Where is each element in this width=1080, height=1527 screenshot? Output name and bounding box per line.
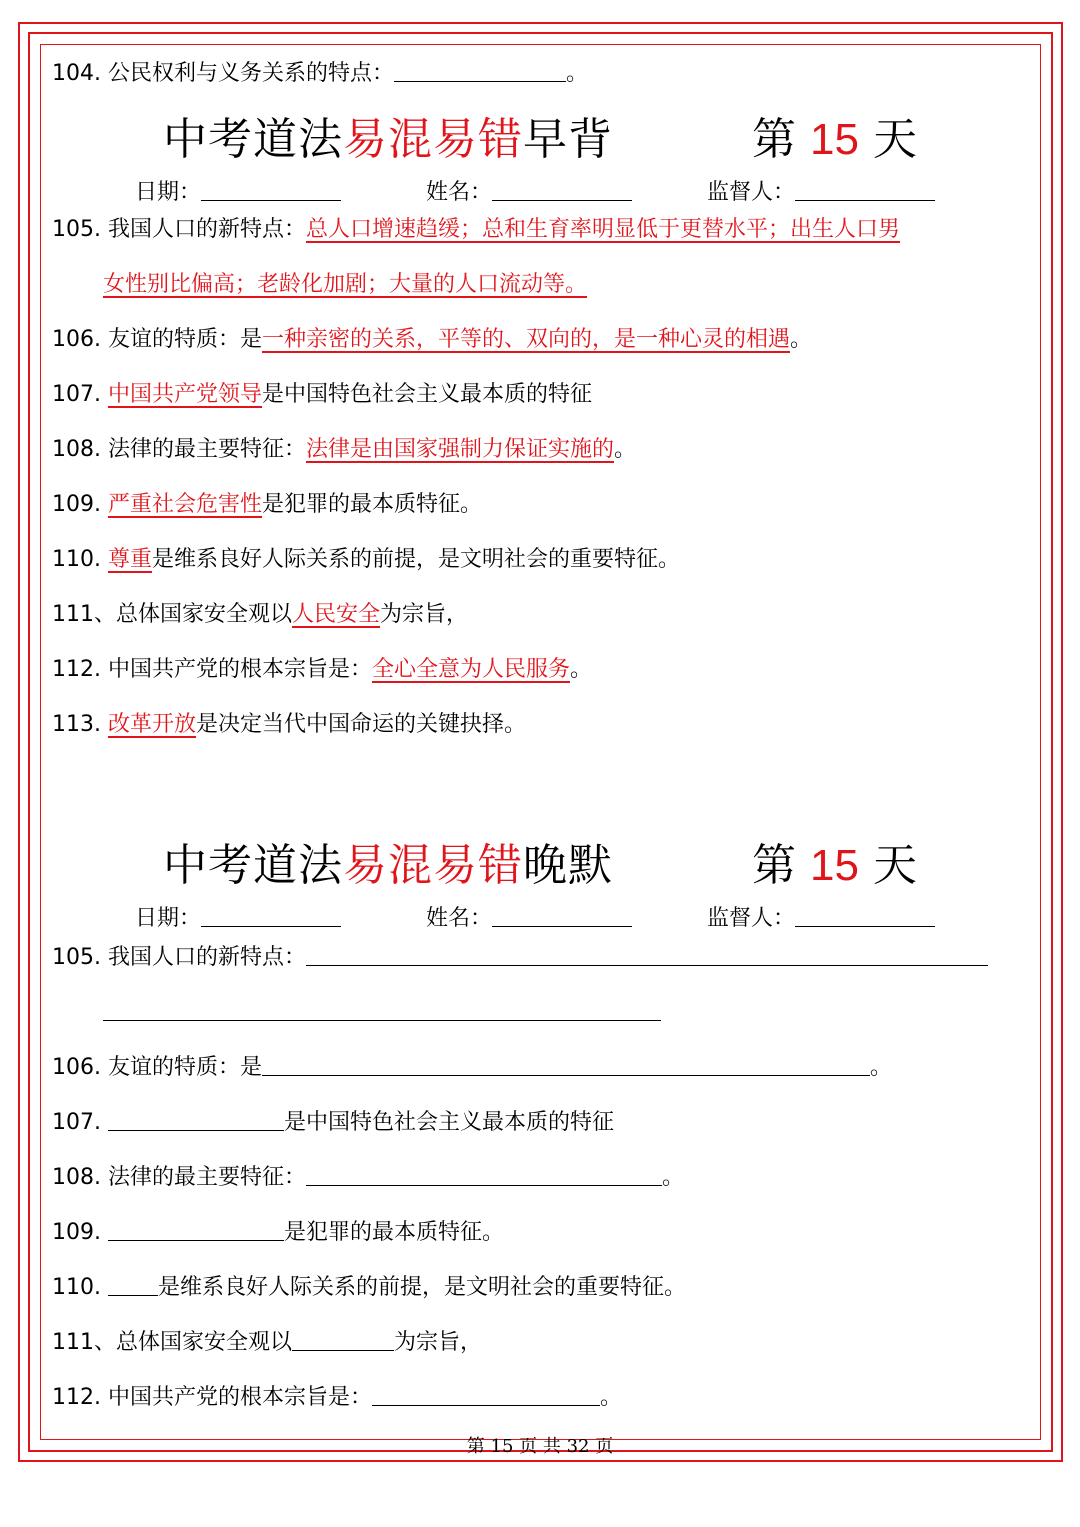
supervisor-blank[interactable] [795, 904, 935, 927]
morning-item-108: 108. 法律的最主要特征：法律是由国家强制力保证实施的。 [52, 437, 637, 462]
answer-blank[interactable] [372, 1381, 600, 1406]
name-blank[interactable] [492, 904, 632, 927]
date-blank[interactable] [201, 178, 341, 201]
item-number: 109. [52, 1220, 101, 1245]
morning-item-112: 112. 中国共产党的根本宗旨是：全心全意为人民服务。 [52, 657, 593, 682]
evening-item-111: 111、总体国家安全观以 为宗旨， [52, 1326, 482, 1358]
answer-blank[interactable] [108, 1106, 284, 1131]
day-number: 15 [810, 841, 859, 890]
date-blank[interactable] [201, 904, 341, 927]
item-number: 112. [52, 657, 101, 682]
answer-text: 改革开放 [107, 712, 196, 737]
answer-blank[interactable] [306, 1161, 662, 1186]
morning-item-109 [52, 490, 482, 520]
day-number: 15 [810, 115, 859, 164]
item-number: 111、 [52, 1330, 116, 1355]
answer-text: 中国共产党领导 [107, 382, 262, 407]
morning-item-113 [52, 710, 526, 740]
answer-text: 一种亲密的关系，平等的、双向的，是一种心灵的相遇 [262, 327, 791, 352]
morning-item-110 [52, 545, 680, 575]
page-footer: 第 15 页 共 32 页 [466, 1436, 614, 1457]
item-prompt: 公民权利与义务关系的特点： [107, 61, 394, 86]
answer-text: 总人口增速趋缓；总和生育率明显低于更替水平；出生人口男 [306, 217, 901, 242]
evening-item-110 [52, 1271, 686, 1303]
morning-title: 中考道法易混易错早背 [163, 114, 613, 165]
item-prompt: 中国共产党的根本宗旨是： [107, 657, 372, 682]
item-number: 106. [52, 1055, 101, 1080]
item-number: 112. [52, 1385, 101, 1410]
item-prompt: 是犯罪的最本质特征。 [262, 492, 483, 517]
item-number: 110. [52, 547, 101, 572]
evening-title: 中考道法易混易错晚默 [163, 840, 613, 891]
item-number: 106. [52, 327, 101, 352]
morning-day-label: 第 15 天 [752, 114, 917, 165]
item-prompt: 是中国特色社会主义最本质的特征 [262, 382, 593, 407]
item-number: 107. [52, 1110, 101, 1135]
item-number: 110. [52, 1275, 101, 1300]
evening-date-field: 日期： [135, 904, 341, 934]
item-number: 105. [52, 217, 101, 242]
item-number: 113. [52, 712, 101, 737]
evening-item-109 [52, 1216, 504, 1248]
item-104: 104. 公民权利与义务关系的特点： 。 [52, 57, 588, 89]
morning-item-106: 106. 友谊的特质：是一种亲密的关系，平等的、双向的，是一种心灵的相遇。 [52, 327, 813, 352]
evening-item-105 [52, 941, 988, 973]
supervisor-blank[interactable] [795, 178, 935, 201]
answer-text: 全心全意为人民服务 [372, 657, 571, 682]
item-prompt: 中国共产党的根本宗旨是： [107, 1385, 372, 1410]
item-number: 109. [52, 492, 101, 517]
item-number: 111、 [52, 602, 116, 627]
evening-name-field: 姓名： [426, 904, 632, 934]
evening-item-107 [52, 1106, 614, 1138]
evening-supervisor-field: 监督人： [707, 904, 935, 934]
name-blank[interactable] [492, 178, 632, 201]
item-number: 108. [52, 1165, 101, 1190]
item-prompt: 是维系良好人际关系的前提，是文明社会的重要特征。 [152, 547, 681, 572]
item-prompt: 我国人口的新特点： [107, 217, 306, 242]
item-number: 105. [52, 945, 101, 970]
item-prompt: 是决定当代中国命运的关键抉择。 [196, 712, 527, 737]
answer-text: 女性别比偏高；老龄化加剧；大量的人口流动等。 [103, 272, 588, 297]
answer-blank[interactable] [262, 1051, 870, 1076]
evening-item-108: 108. 法律的最主要特征： 。 [52, 1161, 684, 1193]
answer-blank[interactable] [292, 1326, 394, 1351]
answer-blank[interactable] [103, 996, 661, 1021]
answer-blank[interactable] [108, 1271, 158, 1296]
item-number: 104. [52, 61, 101, 86]
title-highlight: 易混易错 [343, 114, 523, 165]
evening-item-112: 112. 中国共产党的根本宗旨是： 。 [52, 1381, 622, 1413]
answer-blank[interactable] [306, 941, 988, 966]
answer-text: 人民安全 [292, 602, 381, 627]
answer-text: 法律是由国家强制力保证实施的 [306, 437, 615, 462]
item-prompt: 是维系良好人际关系的前提，是文明社会的重要特征。 [157, 1275, 686, 1300]
answer-blank[interactable] [394, 57, 566, 82]
item-prompt: 友谊的特质：是 [107, 1055, 262, 1080]
item-prompt: 我国人口的新特点： [107, 945, 306, 970]
item-prompt: 法律的最主要特征： [107, 437, 306, 462]
item-number: 107. [52, 382, 101, 407]
item-prompt: 法律的最主要特征： [107, 1165, 306, 1190]
evening-item-106: 106. 友谊的特质：是 。 [52, 1051, 892, 1083]
morning-item-107 [52, 380, 592, 410]
item-prompt: 是犯罪的最本质特征。 [283, 1220, 504, 1245]
morning-item-105-cont [103, 270, 587, 300]
item-number: 108. [52, 437, 101, 462]
evening-item-105-cont [103, 996, 661, 1028]
item-prompt: 总体国家安全观以 [116, 602, 293, 627]
evening-day-label: 第 15 天 [752, 840, 917, 891]
answer-blank[interactable] [108, 1216, 284, 1241]
morning-supervisor-field: 监督人： [707, 178, 935, 208]
item-prompt: 友谊的特质：是 [107, 327, 262, 352]
morning-name-field: 姓名： [426, 178, 632, 208]
morning-date-field: 日期： [135, 178, 341, 208]
answer-text: 严重社会危害性 [107, 492, 262, 517]
item-prompt: 是中国特色社会主义最本质的特征 [283, 1110, 614, 1135]
morning-item-111: 111、总体国家安全观以人民安全为宗旨， [52, 602, 469, 627]
title-highlight: 易混易错 [343, 840, 523, 891]
answer-text: 尊重 [107, 547, 152, 572]
item-prompt: 总体国家安全观以 [116, 1330, 293, 1355]
morning-item-105 [52, 215, 900, 245]
